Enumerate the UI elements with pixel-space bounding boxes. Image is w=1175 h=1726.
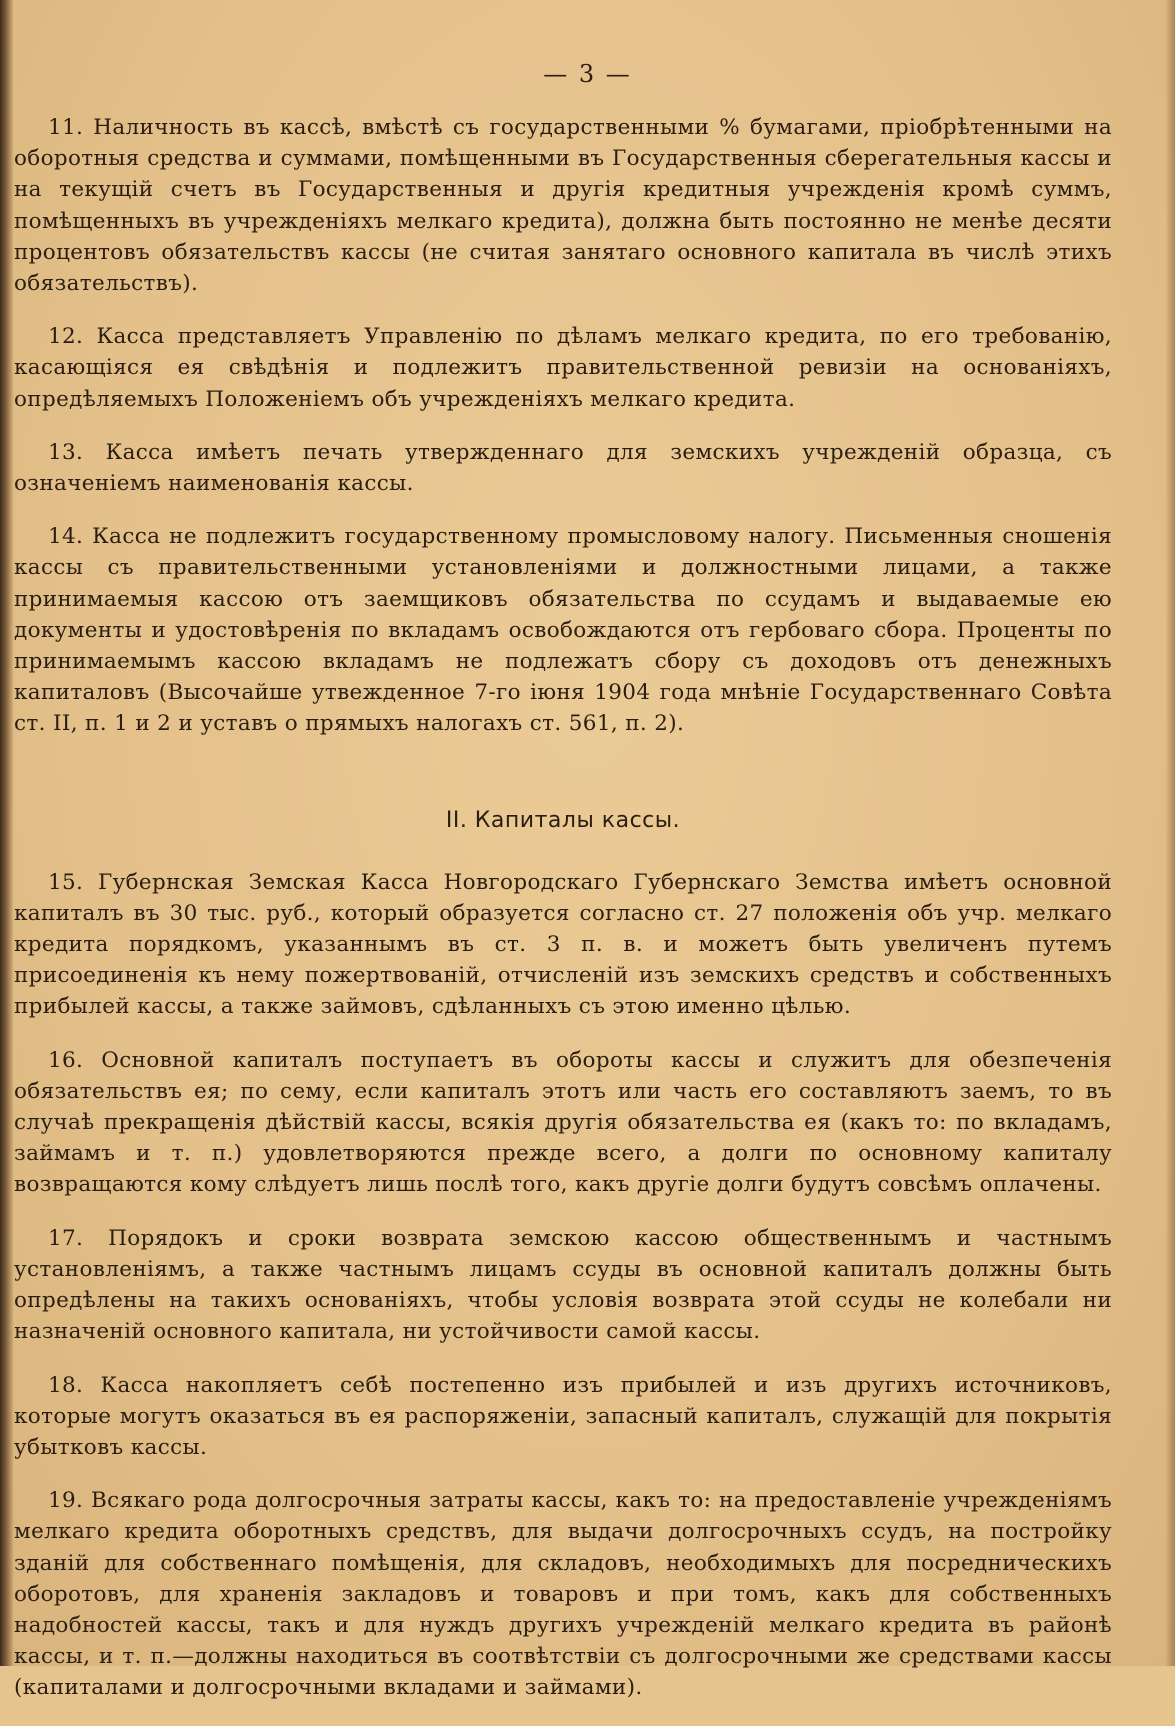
section-title: II. Капиталы кассы. [445, 807, 681, 833]
paragraph-13: 13. Касса имѣетъ печать утвержденнаго для земскихъ учрежденій образца, съ означеніемъ наименованія кассы. [14, 439, 1112, 497]
page-number: — 3 — [543, 60, 632, 88]
page-edge-shadow [1165, 0, 1175, 1666]
book-spine-shadow [0, 0, 14, 1666]
paragraph-15: 15. Губернская Земская Касса Новгородскаго Губернскаго Земства имѣетъ основной капиталъ въ 30 тыс. руб., который образуется согласно ст. 27 положенія объ учр. мелкаго кредита порядкомъ, указаннымъ въ ст. 3 п. в. и можетъ быть увеличенъ путемъ присоединенія къ нему пожертвованій, отчисленій изъ земскихъ средствъ и собственныхъ прибылей кассы, а также займовъ, сдѣланныхъ съ этою именно цѣлью. [14, 869, 1112, 1020]
paragraph-17: 17. Порядокъ и сроки возврата земскою кассою общественнымъ и частнымъ установленіямъ, а также частнымъ лицамъ ссуды въ основной капиталъ должны быть опредѣлены на такихъ основаніяхъ, чтобы условія возврата этой ссуды не колебали ни назначеній основного капитала, ни устойчивости самой кассы. [14, 1225, 1112, 1345]
paragraph-16: 16. Основной капиталъ поступаетъ въ обороты кассы и служитъ для обезпеченія обязательствъ ея; по сему, если капиталъ этотъ или часть его составляютъ заемъ, то въ случаѣ прекращенія дѣйствій кассы, всякія другія обязательства ея (какъ то: по вкладамъ, займамъ и т. п.) удовлетворяются прежде всего, а долги по основному капиталу возвращаются кому слѣдуетъ лишь послѣ того, какъ другіе долги будутъ совсѣмъ оплачены. [14, 1047, 1112, 1198]
paragraph-19: 19. Всякаго рода долгосрочныя затраты кассы, какъ то: на предоставленіе учрежденіямъ мелкаго кредита оборотныхъ средствъ, для выдачи долгосрочныхъ ссудъ, на постройку зданій для собственнаго помѣщенія, для складовъ, необходимыхъ для посредническихъ оборотовъ, для храненія закладовъ и товаровъ и при томъ, какъ для собственныхъ надобностей кассы, такъ и для нуждъ другихъ учрежденій мелкаго кредита въ районѣ кассы, и т. п.—должны находиться въ соотвѣтствіи съ долгосрочными же средствами кассы (капиталами и долгосрочными вкладами и займами). [14, 1488, 1112, 1701]
page-content [14, 112, 1112, 1726]
paragraph-14: 14. Касса не подлежитъ государственному промысловому налогу. Письменныя сношенія кассы съ правительственными установленіями и должностными лицами, а также принимаемыя кассою отъ заемщиковъ обязательства по ссудамъ и выдаваемые ею документы и удостовѣренія по вкладамъ освобождаются отъ гербоваго сбора. Проценты по принимаемымъ кассою вкладамъ не подлежатъ сбору съ доходовъ отъ денежныхъ капиталовъ (Высочайше утвежденное 7-го іюня 1904 года мнѣніе Государственнаго Совѣта ст. II, п. 1 и 2 и уставъ о прямыхъ налогахъ ст. 561, п. 2). [14, 524, 1112, 737]
paragraph-18: 18. Касса накопляетъ себѣ постепенно изъ прибылей и изъ другихъ источниковъ, которые могутъ оказаться въ ея распоряженіи, запасный капиталъ, служащій для покрытія убытковъ кассы. [14, 1372, 1112, 1460]
paragraph-12: 12. Касса представляетъ Управленію по дѣламъ мелкаго кредита, по его требованію, касающіяся ея свѣдѣнія и подлежитъ правительственной ревизіи на основаніяхъ, опредѣляемыхъ Положеніемъ объ учрежденіяхъ мелкаго кредита. [14, 324, 1112, 412]
paragraph-11: 11. Наличность въ кассѣ, вмѣстѣ съ государственными % бумагами, пріобрѣтенными на оборотныя средства и суммами, помѣщенными въ Государственныя сберегательныя кассы и на текущій счетъ въ Государственныя и другія кредитныя учрежденія кромѣ суммъ, помѣщенныхъ въ учрежденіяхъ мелкаго кредита), должна быть постоянно не менѣе десяти процентовъ обязательствъ кассы (не считая занятаго основного капитала въ числѣ этихъ обязательствъ). [14, 115, 1112, 297]
